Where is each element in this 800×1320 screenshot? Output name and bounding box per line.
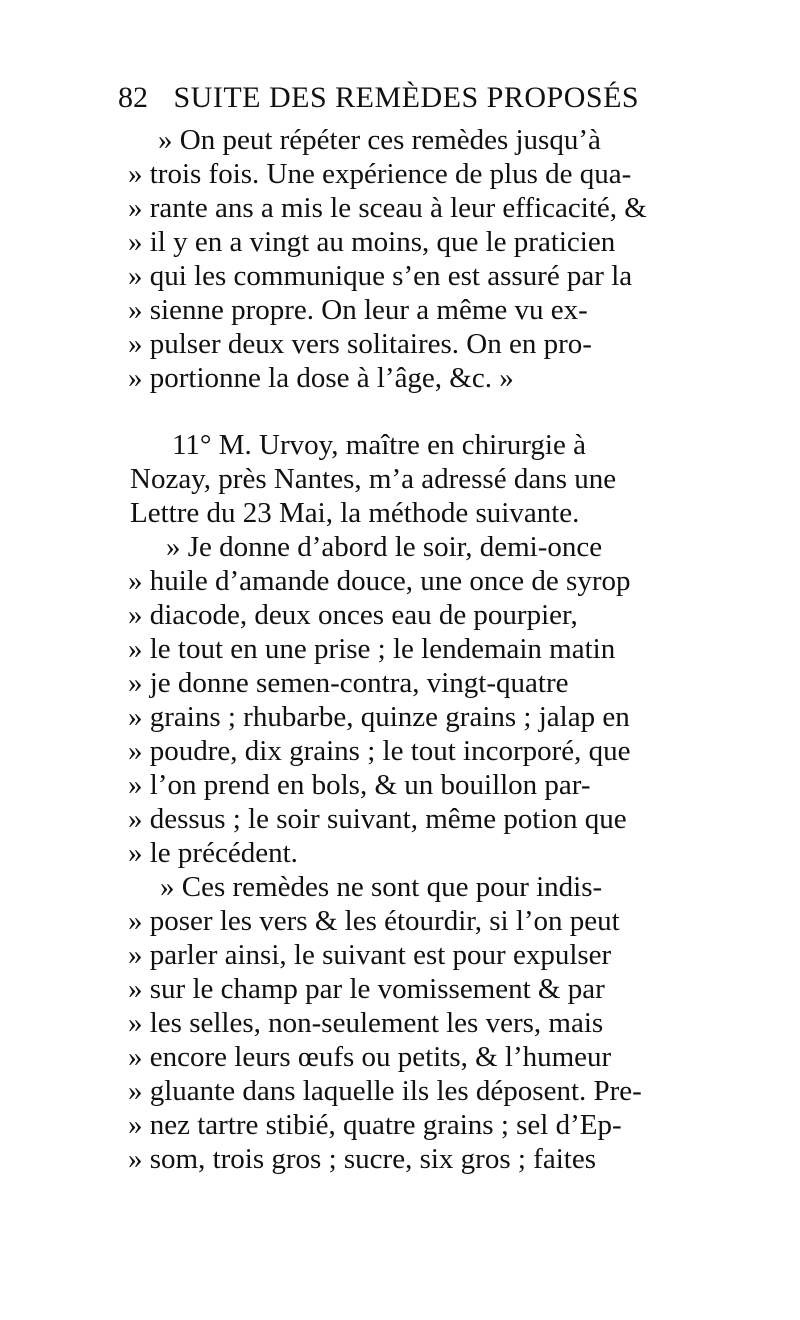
text-line: » huile d’amande douce, une once de syrop <box>128 565 631 597</box>
text-line: » som, trois gros ; sucre, six gros ; faites <box>128 1143 596 1175</box>
text-line: » poudre, dix grains ; le tout incorporé, que <box>128 735 631 767</box>
text-line: » je donne semen-contra, vingt-quatre <box>128 667 569 699</box>
text-line: » qui les communique s’en est assuré par la <box>128 260 633 292</box>
text-line: » pulser deux vers solitaires. On en pro- <box>128 328 592 360</box>
text-line: 11° M. Urvoy, maître en chirurgie à <box>172 429 586 461</box>
text-line: » portionne la dose à l’âge, &c. » <box>128 362 514 394</box>
text-line: » Ces remèdes ne sont que pour indis- <box>160 871 603 903</box>
running-header <box>118 76 658 120</box>
text-line: » nez tartre stibié, quatre grains ; sel d’Ep- <box>128 1109 622 1141</box>
running-title: SUITE DES REMÈDES PROPOSÉS <box>173 81 640 114</box>
text-line: » gluante dans laquelle ils les déposent. Pre- <box>128 1075 642 1107</box>
text-line: » rante ans a mis le sceau à leur efficacité, & <box>128 192 647 224</box>
page-number: 82 <box>118 81 148 114</box>
text-line: » On peut répéter ces remèdes jusqu’à <box>158 124 601 156</box>
text-line: » il y en a vingt au moins, que le praticien <box>128 226 616 258</box>
text-line: » parler ainsi, le suivant est pour expulser <box>128 939 612 971</box>
text-line: » les selles, non-seulement les vers, mais <box>128 1007 604 1039</box>
text-line: » grains ; rhubarbe, quinze grains ; jalap en <box>128 701 630 733</box>
text-line: » dessus ; le soir suivant, même potion que <box>128 803 627 835</box>
text-line: » l’on prend en bols, & un bouillon par- <box>128 769 591 801</box>
text-line: » diacode, deux onces eau de pourpier, <box>128 599 578 631</box>
text-line: » le précédent. <box>128 837 298 869</box>
text-line: » poser les vers & les étourdir, si l’on peut <box>128 905 620 937</box>
text-line: Lettre du 23 Mai, la méthode suivante. <box>130 497 580 529</box>
text-line: » trois fois. Une expérience de plus de qua- <box>128 158 632 190</box>
text-line: » sur le champ par le vomissement & par <box>128 973 605 1005</box>
text-line: » encore leurs œufs ou petits, & l’humeur <box>128 1041 612 1073</box>
text-line: » le tout en une prise ; le lendemain matin <box>128 633 616 665</box>
text-line: » sienne propre. On leur a même vu ex- <box>128 294 588 326</box>
text-line: » Je donne d’abord le soir, demi-once <box>166 531 603 563</box>
text-line: Nozay, près Nantes, m’a adressé dans une <box>130 463 617 495</box>
